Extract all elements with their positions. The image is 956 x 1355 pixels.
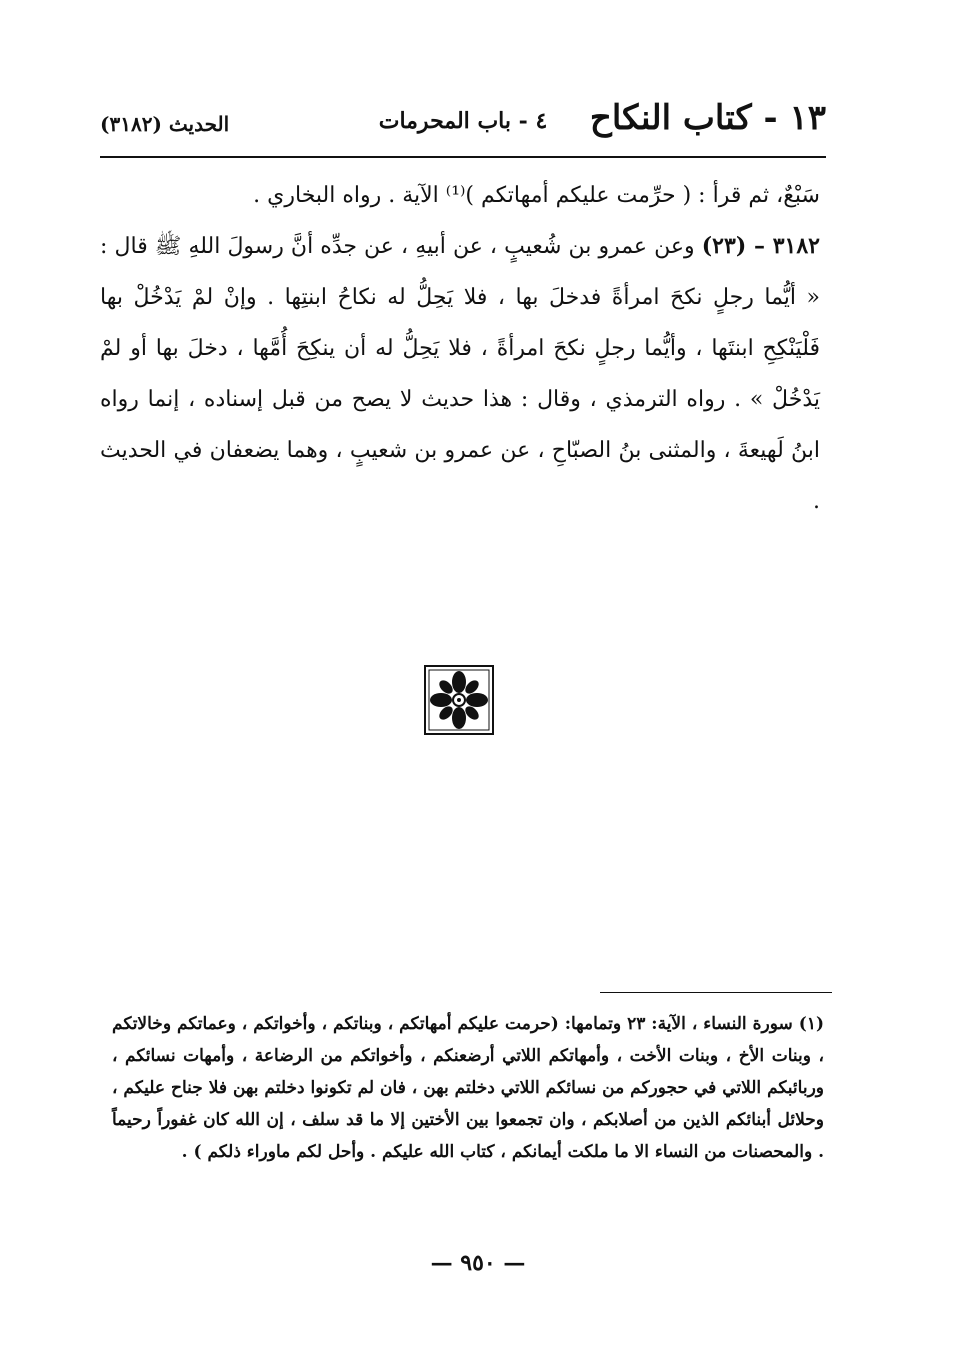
page-header xyxy=(100,98,826,148)
chapter-title: ١٣ - كتاب النكاح xyxy=(589,98,826,138)
intro-line: سَبْعٌ، ثم قرأ : ( حرِّمت عليكم أمهاتكم )⁽¹⁾ الآية . رواه البخاري . xyxy=(253,183,820,208)
hadith-reference: الحديث (٣١٨٢) xyxy=(100,112,230,136)
main-text xyxy=(100,170,820,527)
hadith-number: ٣١٨٢ – (٢٣) xyxy=(701,233,820,259)
floral-ornament-icon xyxy=(423,664,495,736)
footnote xyxy=(112,1008,824,1168)
hadith-text: وعن عمرو بن شُعيبٍ ، عن أبيهِ ، عن جدِّه أنَّ رسولَ اللهِ ﷺ قال : « أيُّما رجلٍ نكحَ امرأةً فدخلَ بها ، فلا يَحِلُّ له نكاحُ ابنتِها . وإنْ لمْ يَدْخُلْ بها فَلْيَنْكِحِ ابنتَها ، وأيُّما رجلٍ نكحَ امرأةً ، فلا يَحِلُّ له أن ينكِحَ أُمَّها ، دخلَ بها أو لمْ يَدْخُلْ » . رواه الترمذي ، وقال : هذا حديث لا يصح من قبل إسناده ، إنما رواه ابنُ لَهيعةَ ، والمثنى بنُ الصبّاحِ ، عن عمرو بن شعيبٍ ، وهما يضعفان في الحديث . xyxy=(100,234,820,514)
footnote-divider xyxy=(600,992,832,993)
footnote-text: (١) سورة النساء ، الآية: ٢٣ وتمامها: (حرمت عليكم أمهاتكم ، وبناتكم ، وأخواتكم ، وعماتكم وخالاتكم ، وبنات الأخ ، وبنات الأخت ، وأمهاتكم اللاتي أرضعنكم ، وأخواتكم من الرضاعة ، وأمهات نسائكم ، وربائبكم اللاتي في حجوركم من نسائكم اللاتي دخلتم بهن ، فان لم تكونوا دخلتم بهن فلا جناح عليكم ، وحلائل أبنائكم الذين من أصلابكم ، وان تجمعوا بين الأختين إلا ما قد سلف ، إن الله كان غفوراً رحيماً . والمحصنات من النساء الا ما ملكت أيمانكم ، كتاب الله عليكم . وأحل لكم ماوراء ذلكم ) . xyxy=(112,1014,824,1162)
header-divider xyxy=(100,156,826,158)
section-title: ٤ - باب المحرمات xyxy=(378,108,548,134)
hadith-paragraph xyxy=(100,221,820,527)
page-number: — ٩٥٠ — xyxy=(430,1250,526,1276)
